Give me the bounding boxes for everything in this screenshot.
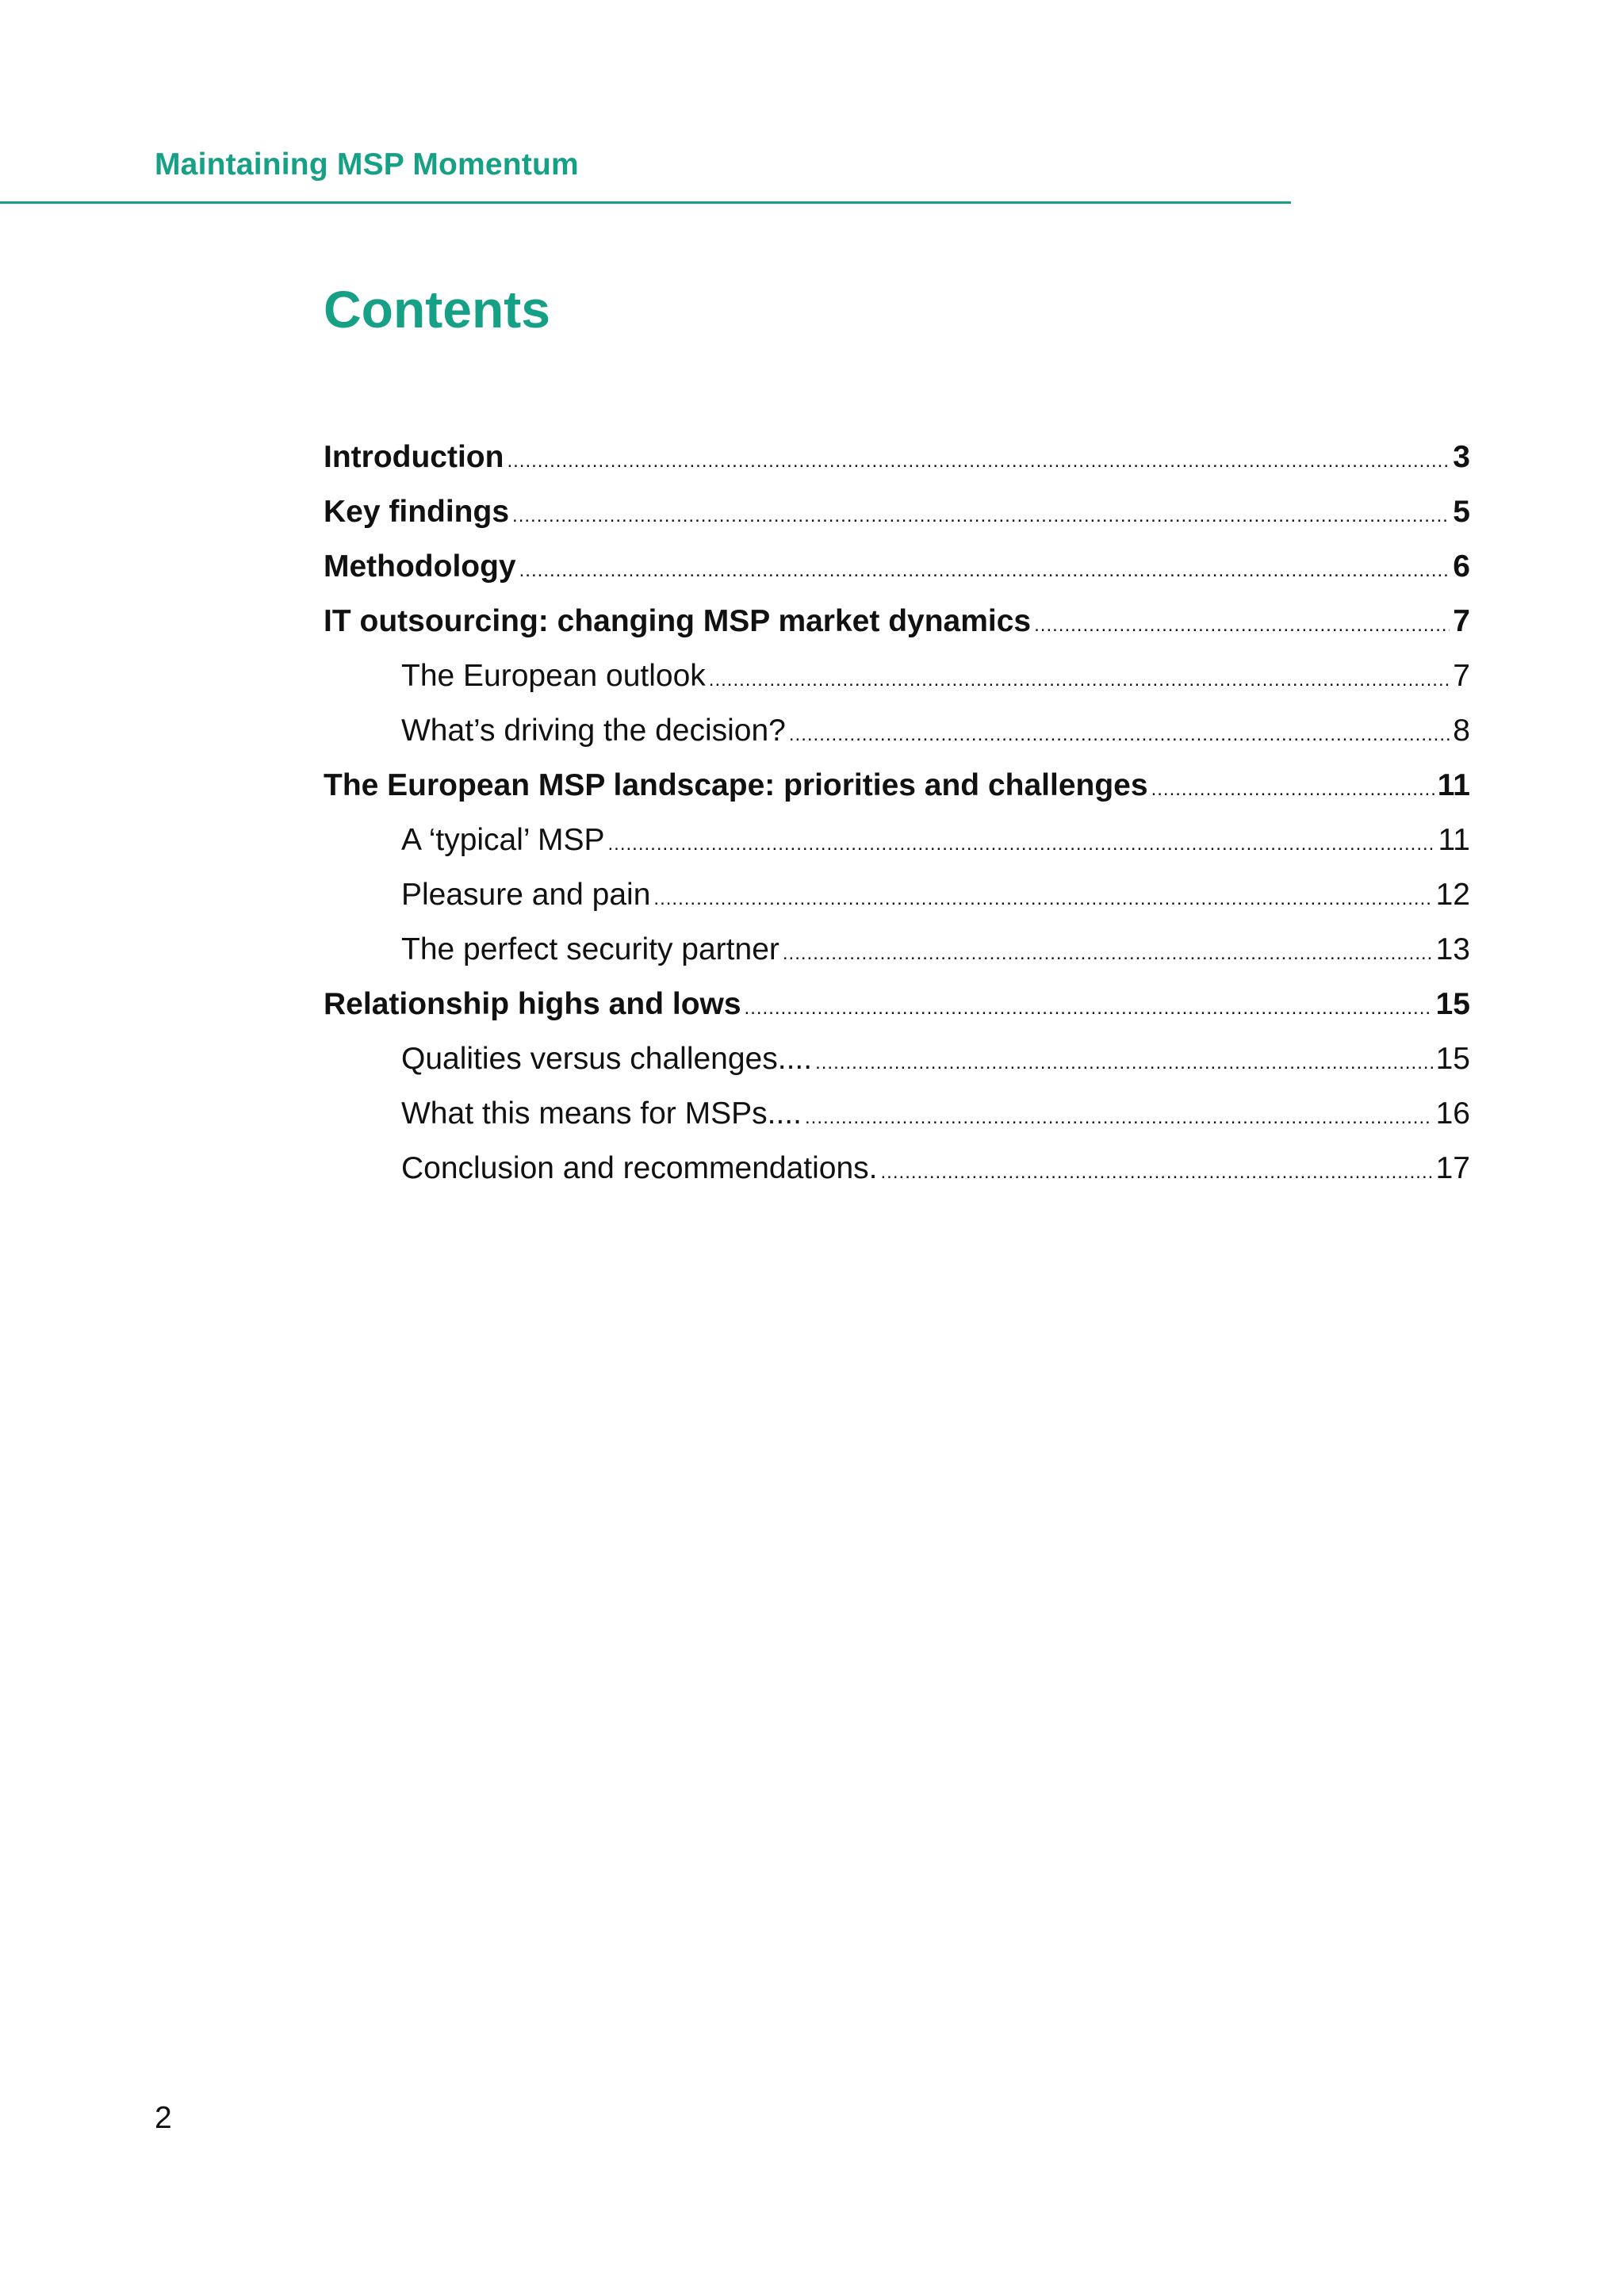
toc-entry-page: 3 — [1453, 440, 1470, 474]
toc-dot-leader — [709, 655, 1450, 702]
toc-entry-introduction[interactable] — [324, 436, 1470, 491]
toc-dot-leader — [745, 983, 1433, 1030]
toc-entry-label: The perfect security partner — [401, 932, 779, 966]
running-header-title: Maintaining MSP Momentum — [155, 147, 579, 182]
toc-entry-page: 11 — [1437, 768, 1470, 802]
toc-entry-label: Relationship highs and lows — [324, 987, 741, 1021]
toc-entry-page: 5 — [1453, 495, 1470, 529]
toc-entry-label: The European outlook — [401, 659, 706, 693]
toc-entry-page: 15 — [1435, 987, 1470, 1021]
contents-heading: Contents — [324, 280, 550, 339]
toc-entry-conclusion[interactable] — [324, 1147, 1470, 1202]
toc-dot-leader — [815, 1038, 1433, 1085]
toc-entry-european-msp-landscape[interactable] — [324, 764, 1470, 819]
toc-entry-label: What this means for MSPs.... — [401, 1096, 802, 1131]
toc-entry-page: 16 — [1435, 1096, 1470, 1131]
toc-entry-label: Introduction — [324, 440, 504, 474]
toc-entry-page: 15 — [1435, 1042, 1470, 1076]
toc-entry-label: IT outsourcing: changing MSP market dynamics — [324, 604, 1032, 638]
toc-dot-leader — [519, 545, 1450, 592]
toc-dot-leader — [507, 436, 1450, 483]
toc-entry-perfect-security-partner[interactable] — [324, 928, 1470, 983]
table-of-contents — [324, 436, 1470, 1202]
toc-entry-page: 13 — [1435, 932, 1470, 966]
toc-entry-typical-msp[interactable] — [324, 819, 1470, 874]
toc-dot-leader — [1034, 600, 1450, 647]
toc-entry-page: 7 — [1453, 604, 1470, 638]
toc-dot-leader — [653, 874, 1432, 920]
toc-entry-page: 6 — [1453, 549, 1470, 584]
toc-dot-leader — [783, 928, 1433, 975]
toc-entry-qualities-vs-challenges[interactable] — [324, 1038, 1470, 1093]
toc-entry-label: Key findings — [324, 495, 510, 529]
toc-entry-label: Pleasure and pain — [401, 878, 651, 912]
toc-dot-leader — [512, 491, 1450, 538]
header-rule — [0, 201, 1291, 204]
toc-entry-key-findings[interactable] — [324, 491, 1470, 545]
toc-dot-leader — [881, 1147, 1433, 1194]
toc-entry-label: A ‘typical’ MSP — [401, 823, 605, 857]
toc-entry-page: 12 — [1435, 878, 1470, 912]
toc-entry-page: 17 — [1435, 1151, 1470, 1185]
toc-entry-label: The European MSP landscape: priorities and challenges — [324, 768, 1148, 802]
toc-entry-what-this-means[interactable] — [324, 1093, 1470, 1147]
toc-dot-leader — [789, 710, 1450, 756]
toc-entry-page: 11 — [1438, 823, 1470, 857]
toc-entry-driving-decision[interactable] — [324, 710, 1470, 764]
toc-entry-methodology[interactable] — [324, 545, 1470, 600]
toc-entry-relationship-highs-lows[interactable] — [324, 983, 1470, 1038]
toc-entry-label: Methodology — [324, 549, 516, 584]
toc-entry-pleasure-and-pain[interactable] — [324, 874, 1470, 928]
toc-entry-label: Qualities versus challenges.... — [401, 1042, 813, 1076]
toc-dot-leader — [607, 819, 1434, 866]
toc-entry-label: Conclusion and recommendations. — [401, 1151, 878, 1185]
toc-dot-leader — [805, 1093, 1433, 1139]
toc-entry-page: 8 — [1453, 714, 1470, 748]
toc-entry-it-outsourcing[interactable] — [324, 600, 1470, 655]
toc-entry-page: 7 — [1453, 659, 1470, 693]
page-number: 2 — [155, 2101, 172, 2135]
toc-dot-leader — [1151, 764, 1434, 811]
toc-entry-label: What’s driving the decision? — [401, 714, 786, 748]
toc-entry-european-outlook[interactable] — [324, 655, 1470, 710]
